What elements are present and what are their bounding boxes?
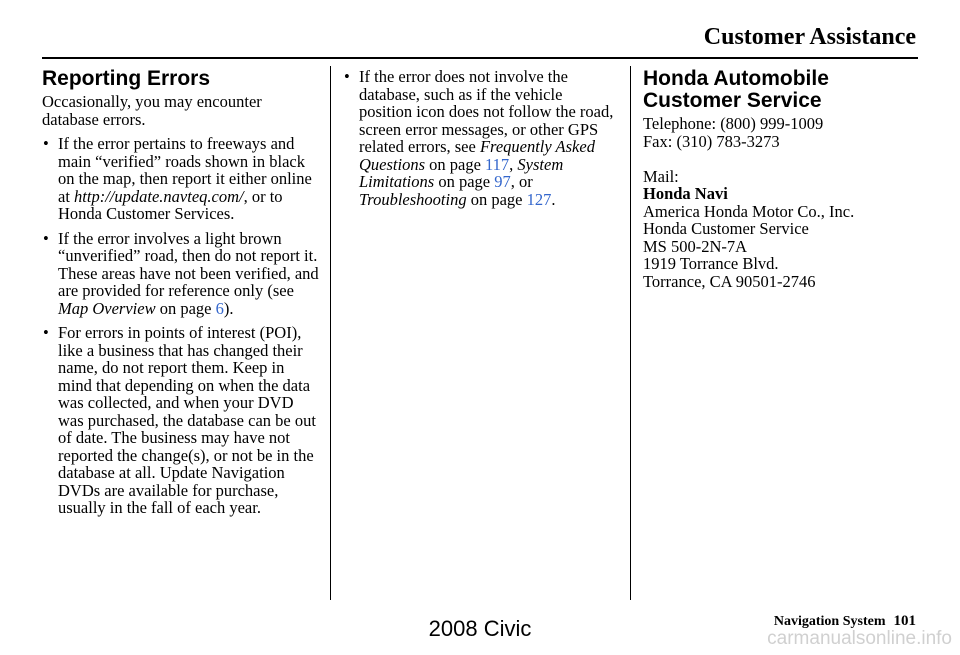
- column-divider-left: [330, 66, 331, 600]
- list-item: [42, 324, 322, 517]
- page-link-117[interactable]: 117: [485, 154, 510, 174]
- fax-number: Fax: (310) 783-3273: [643, 131, 780, 151]
- report-url: http://update.navteq.com/: [74, 186, 244, 206]
- telephone-number: Telephone: (800) 999-1009: [643, 114, 824, 133]
- page-link-97[interactable]: 97: [494, 172, 511, 191]
- column-middle: [343, 68, 618, 215]
- mail-label: Mail:: [643, 166, 679, 186]
- page-link-6[interactable]: 6: [215, 298, 224, 318]
- model-watermark: 2008 Civic: [428, 616, 532, 641]
- on-page-text: on page: [438, 172, 491, 191]
- error-bullet-list-continued: [343, 68, 618, 208]
- footer-label: Navigation System: [773, 614, 886, 629]
- list-item: [42, 135, 322, 223]
- column-right: [643, 68, 918, 290]
- on-page-text: on page: [470, 189, 523, 209]
- page-number: 101: [893, 613, 916, 629]
- section-heading-customer-service: [643, 68, 918, 112]
- reference-system-limitations: System Limitations: [359, 154, 564, 191]
- reference-map-overview: Map Overview: [58, 298, 156, 318]
- address-line: 1919 Torrance Blvd.: [643, 254, 779, 273]
- heading-line: Honda Automobile: [643, 67, 829, 90]
- heading-line: Customer Service: [643, 89, 822, 112]
- bullet-text-after: , or to Honda Customer Services.: [58, 186, 283, 223]
- separator: , or: [510, 172, 533, 191]
- address-line: MS 500-2N-7A: [643, 236, 748, 256]
- address-line: Torrance, CA 90501-2746: [643, 271, 816, 291]
- bullet-text: If the error involves a light brown “unverified” road, then do not report it. These areas have not been verified, and are provided for reference only (see: [58, 228, 319, 300]
- address-line: Honda Customer Service: [643, 219, 809, 238]
- header-divider: [42, 57, 918, 59]
- bullet-text-after: ).: [223, 298, 234, 318]
- address-line: America Honda Motor Co., Inc.: [643, 201, 855, 221]
- column-left: [42, 68, 322, 524]
- error-bullet-list: [42, 135, 322, 517]
- spacer: [643, 150, 918, 168]
- bullet-text: If the error does not involve the database, such as if the vehicle position icon does not follow the road, screen error messages, or other GPS related errors, see: [359, 67, 614, 156]
- reference-faq: Frequently Asked Questions: [359, 137, 595, 174]
- bullet-text: For errors in points of interest (POI), like a business that has changed their name, do not report them. Keep in mind that depending on when the data was collected, and when your DVD was purchased, the database can be out of date. The business may have not reported the change(s), or not be in the database at all. Update Navigation DVDs are available for purchase, usually in the fall of each year.: [58, 323, 316, 517]
- sentence-end: .: [551, 189, 556, 209]
- page-link-127[interactable]: 127: [526, 189, 552, 209]
- bullet-text: If the error pertains to freeways and main “verified” roads shown in black on the map, then report it either online at: [58, 134, 312, 206]
- column-divider-right: [630, 66, 631, 600]
- list-item: [343, 68, 618, 208]
- on-page-text: on page: [429, 154, 481, 174]
- separator: ,: [509, 154, 514, 174]
- mail-name: Honda Navi: [643, 184, 728, 203]
- list-item: [42, 230, 322, 318]
- section-intro: Occasionally, you may encounter database errors.: [42, 92, 262, 129]
- on-page-text: on page: [159, 298, 212, 318]
- section-heading-reporting-errors: Reporting Errors: [42, 67, 211, 90]
- page-title: Customer Assistance: [703, 24, 916, 50]
- reference-troubleshooting: Troubleshooting: [359, 189, 467, 209]
- site-watermark: carmanualsonline.info: [767, 628, 952, 649]
